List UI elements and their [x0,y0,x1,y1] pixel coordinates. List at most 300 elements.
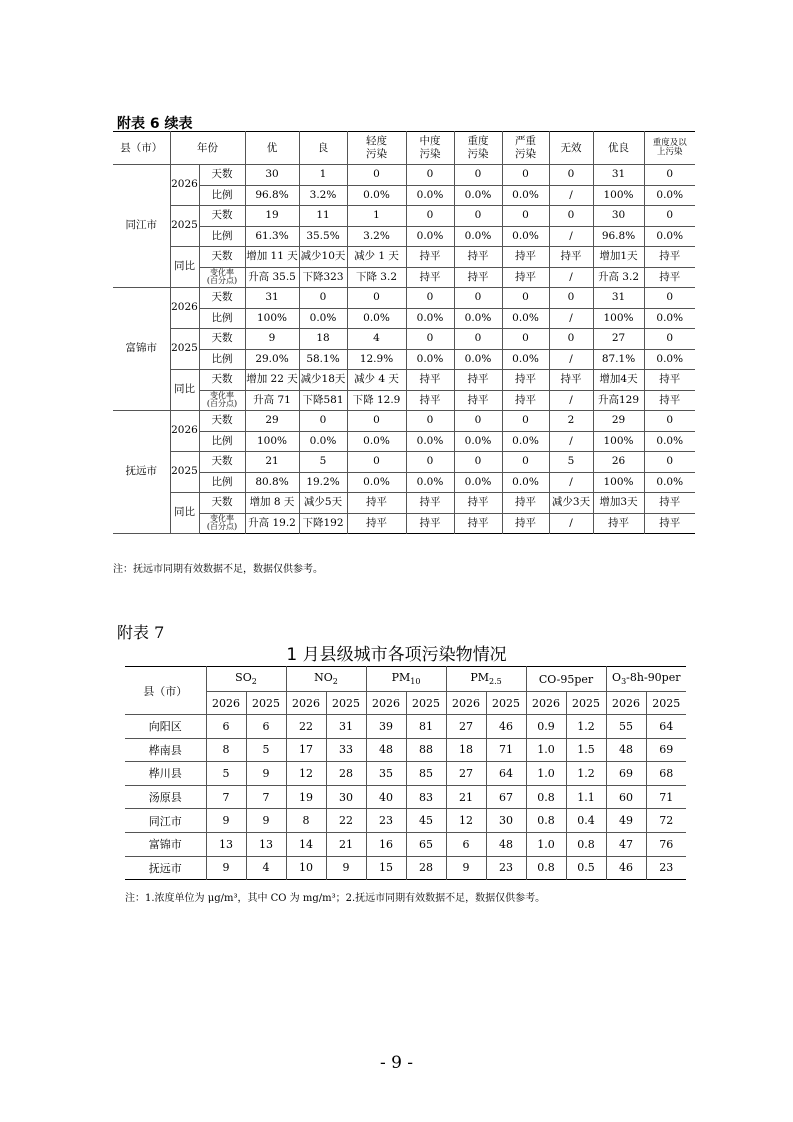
data-cell: 持平 [347,493,406,514]
data-cell: 31 [245,288,299,309]
row-label-text: 比例 [211,352,233,365]
row-label [199,185,245,206]
data-cell: 增加 22 天 [245,370,299,391]
row-label-text: 天数 [211,373,233,386]
pollutant-subscript: 10 [410,677,421,687]
table-row [125,856,686,880]
table7-caption: 附表 7 [117,623,165,642]
county-name: 富锦市 [113,288,170,411]
data-cell: 升高 35.5 [245,267,299,288]
row-label [199,411,245,432]
table-row [113,452,695,473]
data-cell: / [549,308,593,329]
table-row [113,206,695,227]
data-cell: 87.1% [593,349,644,370]
data-cell: 减少 1 天 [347,247,406,268]
data-cell: 39 [366,715,406,739]
row-label [199,165,245,186]
column-header-label: 良 [317,141,329,154]
data-cell: 27 [593,329,644,350]
data-cell: 31 [326,715,366,739]
column-header [593,132,644,165]
row-label-text: 天数 [211,250,233,263]
data-cell: 85 [406,762,446,786]
data-cell: 0 [549,165,593,186]
data-cell: / [549,267,593,288]
column-header [549,132,593,165]
table-row [125,738,686,762]
pollutant-header [206,667,286,692]
data-cell: 0 [644,165,695,186]
data-cell: 68 [646,762,686,786]
data-cell: 1.0 [526,762,566,786]
county-name: 向阳区 [125,715,206,739]
data-cell: 持平 [502,267,549,288]
data-cell: 9 [326,856,366,880]
pollutant-name: PM [470,671,489,685]
column-header [454,132,502,165]
data-cell: 30 [245,165,299,186]
data-cell: 29 [245,411,299,432]
data-cell: / [549,185,593,206]
data-cell: 0.0% [502,431,549,452]
pollutant-header [606,667,686,692]
data-cell: 100% [245,308,299,329]
pollutant-name: NO [314,671,333,685]
row-label-text: 天数 [211,168,233,181]
column-header [502,132,549,165]
data-cell: 47 [606,832,646,856]
data-cell: 持平 [454,513,502,534]
data-cell: 0 [347,452,406,473]
data-cell: / [549,226,593,247]
row-label [199,390,245,411]
row-label-text: 变化率(百分点) [206,513,238,532]
data-cell: 增加4天 [593,370,644,391]
table-row [113,329,695,350]
data-cell: 10 [286,856,326,880]
row-label [199,513,245,534]
row-label [199,247,245,268]
data-cell: 增加1天 [593,247,644,268]
data-cell: 8 [286,809,326,833]
data-cell: 0 [347,288,406,309]
data-cell: 持平 [502,247,549,268]
data-cell: 100% [593,308,644,329]
data-cell: 1 [347,206,406,227]
data-cell: 升高 71 [245,390,299,411]
data-cell: 持平 [454,247,502,268]
data-cell: 0.0% [502,472,549,493]
county-header: 县（市） [125,667,206,715]
table6-air-quality-days [113,131,695,534]
column-header-label: 轻度污染 [366,135,387,160]
data-cell: 0.0% [454,308,502,329]
county-name: 桦南县 [125,738,206,762]
data-cell: 21 [326,832,366,856]
row-label-text: 变化率(百分点) [206,267,238,286]
row-label-text: 天数 [211,496,233,509]
year-header: 2026 [206,692,246,715]
year-label: 2026 [170,411,199,452]
row-label-text: 比例 [211,229,233,242]
data-cell: 71 [646,785,686,809]
data-cell: 1.0 [526,832,566,856]
data-cell: 持平 [454,267,502,288]
row-label-text: 比例 [211,311,233,324]
column-header-label: 优良 [608,141,629,154]
year-label: 同比 [170,370,199,411]
data-cell: 0.0% [644,349,695,370]
year-header: 2025 [326,692,366,715]
data-cell: 0 [454,329,502,350]
data-cell: 80.8% [245,472,299,493]
data-cell: 0 [502,288,549,309]
data-cell: 0.8 [566,832,606,856]
data-cell: 1.2 [566,762,606,786]
data-cell: 61.3% [245,226,299,247]
data-cell: 7 [206,785,246,809]
data-cell: 4 [347,329,406,350]
data-cell: 8 [206,738,246,762]
table-row [125,809,686,833]
data-cell: 0 [549,329,593,350]
data-cell: 12.9% [347,349,406,370]
data-cell: 58.1% [299,349,347,370]
year-header: 2026 [446,692,486,715]
data-cell: 0 [502,329,549,350]
data-cell: 26 [593,452,644,473]
data-cell: 69 [646,738,686,762]
data-cell: 0.0% [644,472,695,493]
row-label-text: 天数 [211,455,233,468]
data-cell: 12 [446,809,486,833]
data-cell: 增加3天 [593,493,644,514]
data-cell: 6 [246,715,286,739]
county-name: 桦川县 [125,762,206,786]
row-label [199,370,245,391]
table7-header-row [125,667,686,692]
data-cell: 0.0% [299,308,347,329]
data-cell: 0.0% [454,349,502,370]
county-name: 抚远市 [125,856,206,880]
data-cell: 减少10天 [299,247,347,268]
data-cell: 35.5% [299,226,347,247]
county-name: 富锦市 [125,832,206,856]
data-cell: 18 [446,738,486,762]
data-cell: 0.0% [406,349,454,370]
data-cell: 持平 [406,513,454,534]
data-cell: 100% [593,185,644,206]
data-cell: 28 [326,762,366,786]
data-cell: 46 [606,856,646,880]
pollutant-name: PM [391,671,411,685]
data-cell: 3.2% [347,226,406,247]
data-cell: 0.0% [502,349,549,370]
data-cell: 0.0% [454,431,502,452]
data-cell: 1 [299,165,347,186]
data-cell: 持平 [502,513,549,534]
data-cell: 0 [644,288,695,309]
data-cell: 减少5天 [299,493,347,514]
data-cell: / [549,349,593,370]
data-cell: 下降 3.2 [347,267,406,288]
data-cell: 19 [286,785,326,809]
data-cell: 100% [245,431,299,452]
data-cell: 100% [593,431,644,452]
data-cell: 0 [644,329,695,350]
row-label [199,493,245,514]
table6-header-row [113,132,695,165]
column-header [245,132,299,165]
table-row [113,390,695,411]
data-cell: 增加 11 天 [245,247,299,268]
data-cell: 0 [454,411,502,432]
year-label: 2025 [170,452,199,493]
data-cell: 持平 [406,267,454,288]
data-cell: 0 [454,452,502,473]
column-header-label: 优 [266,141,278,154]
data-cell: 0.0% [454,472,502,493]
data-cell: 3.2% [299,185,347,206]
table-row [125,785,686,809]
column-header-label: 重度及以上污染 [652,137,687,157]
data-cell: / [549,513,593,534]
data-cell: 0 [406,329,454,350]
data-cell: 27 [446,715,486,739]
column-header-label: 严重污染 [515,135,536,160]
data-cell: 96.8% [245,185,299,206]
data-cell: 0 [454,165,502,186]
column-header [347,132,406,165]
data-cell: 7 [246,785,286,809]
data-cell: 升高 3.2 [593,267,644,288]
data-cell: 0 [454,206,502,227]
row-label [199,329,245,350]
table6-caption: 附表 6 续表 [117,116,193,132]
data-cell: 持平 [454,390,502,411]
row-label-text: 比例 [211,434,233,447]
year-header: 2025 [486,692,526,715]
data-cell: 0 [502,452,549,473]
year-header: 2025 [646,692,686,715]
data-cell: 64 [646,715,686,739]
table-row [113,411,695,432]
data-cell: 0.0% [502,185,549,206]
year-label: 2026 [170,288,199,329]
year-header: 2025 [406,692,446,715]
data-cell: 0 [299,411,347,432]
data-cell: 0.0% [347,185,406,206]
data-cell: 持平 [644,370,695,391]
page-number: - 9 - [379,1053,414,1073]
year-header: 2026 [526,692,566,715]
data-cell: 0 [549,206,593,227]
data-cell: 持平 [644,493,695,514]
data-cell: 持平 [406,493,454,514]
data-cell: 0.0% [406,431,454,452]
data-cell: 持平 [502,370,549,391]
county-name: 抚远市 [113,411,170,534]
data-cell: 15 [366,856,406,880]
data-cell: 0.0% [347,308,406,329]
table-row [113,288,695,309]
data-cell: 持平 [347,513,406,534]
data-cell: 0 [406,288,454,309]
row-label [199,472,245,493]
data-cell: 减少3天 [549,493,593,514]
table7-title: 1 月县级城市各项污染物情况 [286,645,507,665]
data-cell: 88 [406,738,446,762]
data-cell: 31 [593,165,644,186]
pollutant-name: CO-95per [538,672,594,686]
data-cell: 16 [366,832,406,856]
table7-year-row [125,692,686,715]
data-cell: 72 [646,809,686,833]
data-cell: / [549,390,593,411]
data-cell: 60 [606,785,646,809]
data-cell: 持平 [644,267,695,288]
pollutant-header [526,667,606,692]
data-cell: 0.0% [454,185,502,206]
data-cell: 0.0% [644,185,695,206]
row-label [199,308,245,329]
data-cell: 18 [299,329,347,350]
data-cell: 1.2 [566,715,606,739]
table-row [113,493,695,514]
table-row [125,832,686,856]
year-header: 年份 [170,132,245,165]
data-cell: 0.0% [644,308,695,329]
year-label: 2025 [170,206,199,247]
data-cell: 65 [406,832,446,856]
data-cell: 48 [606,738,646,762]
pollutant-subscript: 2.5 [488,677,502,687]
data-cell: 48 [366,738,406,762]
data-cell: 55 [606,715,646,739]
table-row [113,431,695,452]
data-cell: 0 [644,411,695,432]
data-cell: 6 [446,832,486,856]
table-row [113,267,695,288]
data-cell: 9 [245,329,299,350]
pollutant-name: O [612,671,622,685]
table-row [125,715,686,739]
table-row [113,308,695,329]
county-header: 县（市） [113,132,170,165]
data-cell: 下降192 [299,513,347,534]
data-cell: 30 [326,785,366,809]
data-cell: 12 [286,762,326,786]
data-cell: 持平 [406,390,454,411]
year-label: 2025 [170,329,199,370]
data-cell: 1.0 [526,738,566,762]
data-cell: 45 [406,809,446,833]
data-cell: 下降323 [299,267,347,288]
data-cell: 0 [299,288,347,309]
data-cell: 0 [454,288,502,309]
data-cell: 83 [406,785,446,809]
data-cell: 0 [502,411,549,432]
data-cell: 0 [502,206,549,227]
data-cell: 持平 [549,247,593,268]
data-cell: 0 [549,288,593,309]
data-cell: 5 [206,762,246,786]
data-cell: 9 [206,809,246,833]
data-cell: 64 [486,762,526,786]
pollutant-header [446,667,526,692]
county-name: 汤原县 [125,785,206,809]
data-cell: 4 [246,856,286,880]
data-cell: 49 [606,809,646,833]
row-label [199,226,245,247]
table7-note: 注：1.浓度单位为 μg/m³，其中 CO 为 mg/m³；2.抚远市同期有效数据不足，数据仅供参考。 [125,893,546,904]
data-cell: 持平 [549,370,593,391]
data-cell: 23 [486,856,526,880]
column-header [644,132,695,165]
column-header-label: 中度污染 [419,135,441,160]
data-cell: 0 [406,452,454,473]
data-cell: 5 [549,452,593,473]
data-cell: 13 [246,832,286,856]
data-cell: 19 [245,206,299,227]
data-cell: 13 [206,832,246,856]
table-row [113,472,695,493]
column-header [406,132,454,165]
data-cell: 减少 4 天 [347,370,406,391]
column-header-label: 无效 [560,141,582,154]
year-header: 2026 [366,692,406,715]
data-cell: 0.9 [526,715,566,739]
row-label-text: 天数 [211,291,233,304]
year-header: 2025 [246,692,286,715]
data-cell: 9 [246,809,286,833]
data-cell: 持平 [406,247,454,268]
data-cell: 减少18天 [299,370,347,391]
data-cell: 2 [549,411,593,432]
data-cell: 31 [593,288,644,309]
data-cell: 持平 [502,390,549,411]
row-label-text: 比例 [211,188,233,201]
row-label-text: 天数 [211,209,233,222]
county-name: 同江市 [113,165,170,288]
data-cell: 0.8 [526,809,566,833]
data-cell: 0 [406,206,454,227]
data-cell: 100% [593,472,644,493]
data-cell: 持平 [644,247,695,268]
pollutant-header [366,667,446,692]
data-cell: 0 [644,206,695,227]
table7-pollutants [125,666,686,880]
data-cell: 0.0% [299,431,347,452]
data-cell: 持平 [454,493,502,514]
data-cell: 0.0% [454,226,502,247]
year-label: 同比 [170,247,199,288]
data-cell: 0 [406,165,454,186]
column-header-label: 重度污染 [467,135,489,160]
data-cell: 下降581 [299,390,347,411]
data-cell: 35 [366,762,406,786]
data-cell: / [549,431,593,452]
year-header: 2026 [286,692,326,715]
data-cell: 14 [286,832,326,856]
data-cell: 19.2% [299,472,347,493]
data-cell: 0.0% [406,472,454,493]
column-header [299,132,347,165]
data-cell: 76 [646,832,686,856]
year-header: 2025 [566,692,606,715]
row-label-text: 变化率(百分点) [206,390,238,409]
